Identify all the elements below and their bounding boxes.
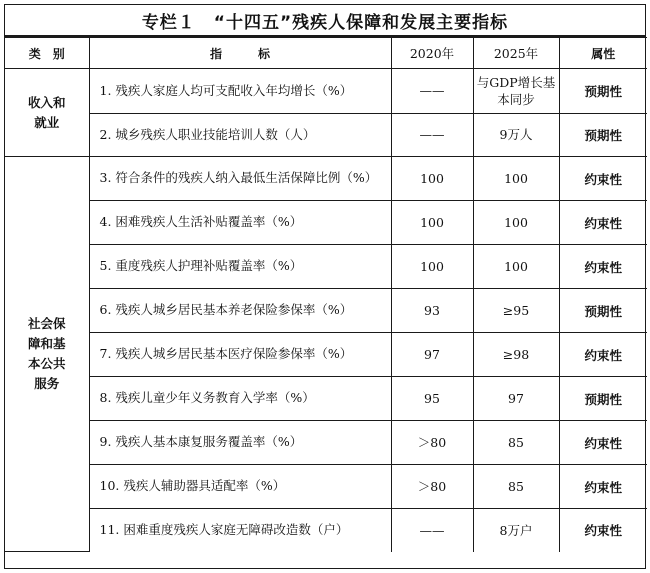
indicator-cell: 6. 残疾人城乡居民基本养老保险参保率（%） bbox=[89, 289, 391, 333]
category-line: 收入和 bbox=[27, 94, 66, 110]
value-2025-cell: 与GDP增长基本同步 bbox=[473, 69, 559, 114]
attribute-cell: 预期性 bbox=[559, 377, 647, 421]
value-2025-cell: 8万户 bbox=[473, 509, 559, 552]
indicator-cell: 3. 符合条件的残疾人纳入最低生活保障比例（%） bbox=[89, 157, 391, 201]
indicator-cell: 10. 残疾人辅助器具适配率（%） bbox=[89, 465, 391, 509]
category-income-employment bbox=[5, 69, 89, 157]
value-2025-cell: 85 bbox=[473, 465, 559, 509]
indicator-cell: 11. 困难重度残疾人家庭无障碍改造数（户） bbox=[89, 509, 391, 552]
table-row bbox=[5, 377, 647, 421]
value-2025-cell: 97 bbox=[473, 377, 559, 421]
indicator-cell: 5. 重度残疾人护理补贴覆盖率（%） bbox=[89, 245, 391, 289]
category-line: 本公共 bbox=[27, 356, 66, 371]
indicator-cell: 7. 残疾人城乡居民基本医疗保险参保率（%） bbox=[89, 333, 391, 377]
indicator-table bbox=[5, 37, 647, 552]
indicator-cell: 2. 城乡残疾人职业技能培训人数（人） bbox=[89, 114, 391, 157]
table-row bbox=[5, 201, 647, 245]
table-row bbox=[5, 114, 647, 157]
table-row bbox=[5, 157, 647, 201]
value-2025-cell: 100 bbox=[473, 245, 559, 289]
attribute-cell: 约束性 bbox=[559, 509, 647, 552]
header-row bbox=[5, 38, 647, 69]
category-line: 就业 bbox=[34, 114, 60, 130]
table-row bbox=[5, 465, 647, 509]
value-2020-cell: 95 bbox=[391, 377, 473, 421]
attribute-cell: 约束性 bbox=[559, 245, 647, 289]
attribute-cell: 约束性 bbox=[559, 157, 647, 201]
value-2020-cell: —— bbox=[391, 69, 473, 114]
category-line: 社会保 bbox=[27, 316, 66, 331]
attribute-cell: 预期性 bbox=[559, 114, 647, 157]
attribute-cell: 预期性 bbox=[559, 289, 647, 333]
value-2020-cell: 100 bbox=[391, 201, 473, 245]
value-2025-cell: ≥98 bbox=[473, 333, 559, 377]
value-2020-cell: ＞80 bbox=[391, 465, 473, 509]
indicator-table-panel bbox=[4, 4, 646, 569]
header-2020: 2020年 bbox=[391, 38, 473, 69]
category-social-security-public-services bbox=[5, 157, 89, 552]
indicator-cell: 4. 困难残疾人生活补贴覆盖率（%） bbox=[89, 201, 391, 245]
header-indicator: 指 标 bbox=[89, 38, 391, 69]
attribute-cell: 约束性 bbox=[559, 421, 647, 465]
attribute-cell: 约束性 bbox=[559, 465, 647, 509]
table-row bbox=[5, 509, 647, 552]
value-2025-cell: ≥95 bbox=[473, 289, 559, 333]
table-title: 专栏１ “十四五”残疾人保障和发展主要指标 bbox=[5, 5, 645, 37]
indicator-cell: 1. 残疾人家庭人均可支配收入年均增长（%） bbox=[89, 69, 391, 114]
value-2020-cell: —— bbox=[391, 509, 473, 552]
value-2020-cell: ＞80 bbox=[391, 421, 473, 465]
table-row bbox=[5, 289, 647, 333]
category-line: 服务 bbox=[34, 376, 60, 391]
attribute-cell: 预期性 bbox=[559, 69, 647, 114]
value-2025-cell: 85 bbox=[473, 421, 559, 465]
category-line: 障和基 bbox=[27, 336, 66, 351]
value-2020-cell: 93 bbox=[391, 289, 473, 333]
value-2020-cell: 100 bbox=[391, 245, 473, 289]
value-2020-cell: 100 bbox=[391, 157, 473, 201]
value-2025-cell: 100 bbox=[473, 157, 559, 201]
table-row bbox=[5, 69, 647, 114]
header-attribute: 属性 bbox=[559, 38, 647, 69]
value-2025-cell: 100 bbox=[473, 201, 559, 245]
attribute-cell: 约束性 bbox=[559, 333, 647, 377]
indicator-cell: 9. 残疾人基本康复服务覆盖率（%） bbox=[89, 421, 391, 465]
value-2020-cell: —— bbox=[391, 114, 473, 157]
table-row bbox=[5, 245, 647, 289]
attribute-cell: 约束性 bbox=[559, 201, 647, 245]
indicator-cell: 8. 残疾儿童少年义务教育入学率（%） bbox=[89, 377, 391, 421]
table-row bbox=[5, 421, 647, 465]
value-2025-cell: 9万人 bbox=[473, 114, 559, 157]
header-category: 类 别 bbox=[5, 38, 89, 69]
header-2025: 2025年 bbox=[473, 38, 559, 69]
value-2020-cell: 97 bbox=[391, 333, 473, 377]
table-row bbox=[5, 333, 647, 377]
